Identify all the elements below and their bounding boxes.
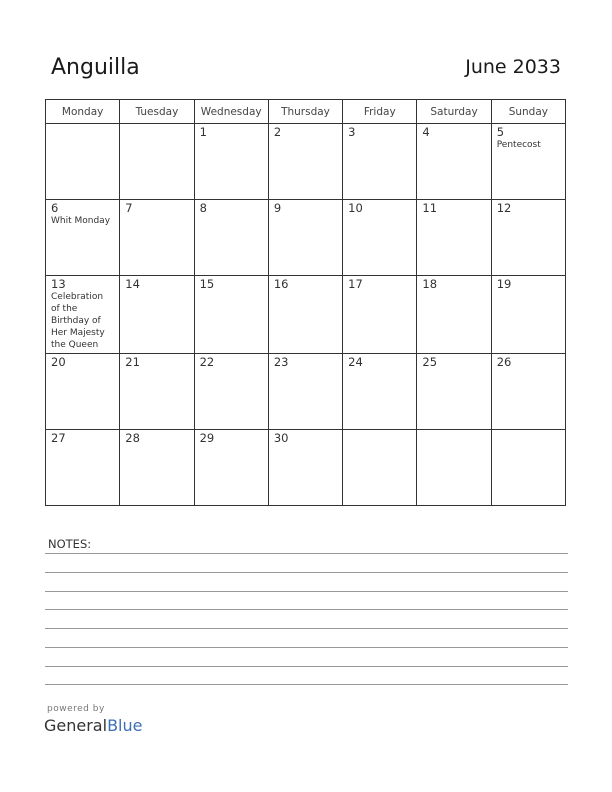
calendar-grid [45,99,566,506]
day-cell [343,430,417,506]
day-number: 26 [496,355,512,369]
day-cell [343,200,417,276]
day-cell [417,124,491,200]
day-cell [417,276,491,354]
day-number: 25 [422,355,438,369]
notes-line [45,553,568,554]
day-number: 19 [496,277,512,291]
day-cell [194,276,268,354]
holiday-label: Celebration of the Birthday of Her Majesty the Queen [51,292,105,350]
day-cell [343,124,417,200]
day-number: 1 [199,125,207,139]
holiday-label: Whit Monday [51,216,111,226]
day-number: 28 [125,431,140,445]
day-cell [194,430,268,506]
day-number: 9 [273,201,282,215]
notes-label: NOTES: [48,537,92,551]
day-number: 6 [51,201,59,215]
day-number: 2 [273,125,282,139]
day-cell [268,124,342,200]
day-number: 12 [496,201,512,215]
day-cell [120,430,194,506]
day-number: 21 [125,355,140,369]
day-number: 22 [199,355,215,369]
weekday-header: Friday [343,100,417,124]
brand-blue: Blue [107,716,143,735]
notes-line [45,591,568,592]
day-cell [343,276,417,354]
notes-line [45,572,568,573]
weekday-header: Tuesday [120,100,194,124]
weekday-header: Thursday [268,100,342,124]
day-number: 11 [422,201,438,215]
day-cell [491,354,565,430]
holiday-label: Pentecost [496,140,541,150]
day-cell [268,276,342,354]
day-cell [491,430,565,506]
day-cell [120,124,194,200]
day-number: 24 [348,355,363,369]
day-cell [194,354,268,430]
day-number: 7 [125,201,133,215]
weekday-header: Wednesday [194,100,268,124]
day-number: 30 [273,431,289,445]
week-row [46,354,566,430]
weekday-header: Monday [46,100,120,124]
day-number: 23 [273,355,289,369]
day-cell [46,354,120,430]
notes-line [45,609,568,610]
day-number: 16 [273,277,289,291]
day-cell [268,200,342,276]
day-number: 13 [51,277,66,291]
day-cell [491,200,565,276]
day-cell [194,200,268,276]
week-row [46,124,566,200]
brand-general: General [44,716,108,735]
calendar-country-title: Anguilla [51,55,140,80]
powered-by-text: powered by [47,704,105,714]
weekday-header: Saturday [417,100,491,124]
day-cell [194,124,268,200]
week-row [46,276,566,354]
day-cell [120,276,194,354]
notes-line [45,628,568,629]
day-number: 17 [348,277,363,291]
day-number: 18 [422,277,438,291]
day-number: 3 [348,125,356,139]
day-cell [491,124,565,200]
day-cell [46,276,120,354]
day-cell [343,354,417,430]
day-number: 10 [348,201,363,215]
notes-line [45,647,568,648]
day-number: 15 [199,277,215,291]
day-number: 4 [422,125,430,139]
day-cell [46,124,120,200]
notes-line [45,684,568,685]
day-cell [417,354,491,430]
day-number: 27 [51,431,66,445]
day-cell [268,354,342,430]
calendar-month-title: June 2033 [465,56,561,78]
day-cell [46,430,120,506]
week-row [46,200,566,276]
day-number: 29 [199,431,215,445]
week-row [46,430,566,506]
weekday-header-row [46,100,566,124]
day-cell [417,200,491,276]
day-cell [120,200,194,276]
notes-line [45,666,568,667]
weekday-header: Sunday [491,100,565,124]
day-cell [491,276,565,354]
day-number: 5 [496,125,505,139]
day-cell [46,200,120,276]
day-number: 8 [199,201,207,215]
brand-logo [44,716,142,735]
day-cell [120,354,194,430]
day-number: 14 [125,277,140,291]
day-cell [417,430,491,506]
day-cell [268,430,342,506]
day-number: 20 [51,355,66,369]
